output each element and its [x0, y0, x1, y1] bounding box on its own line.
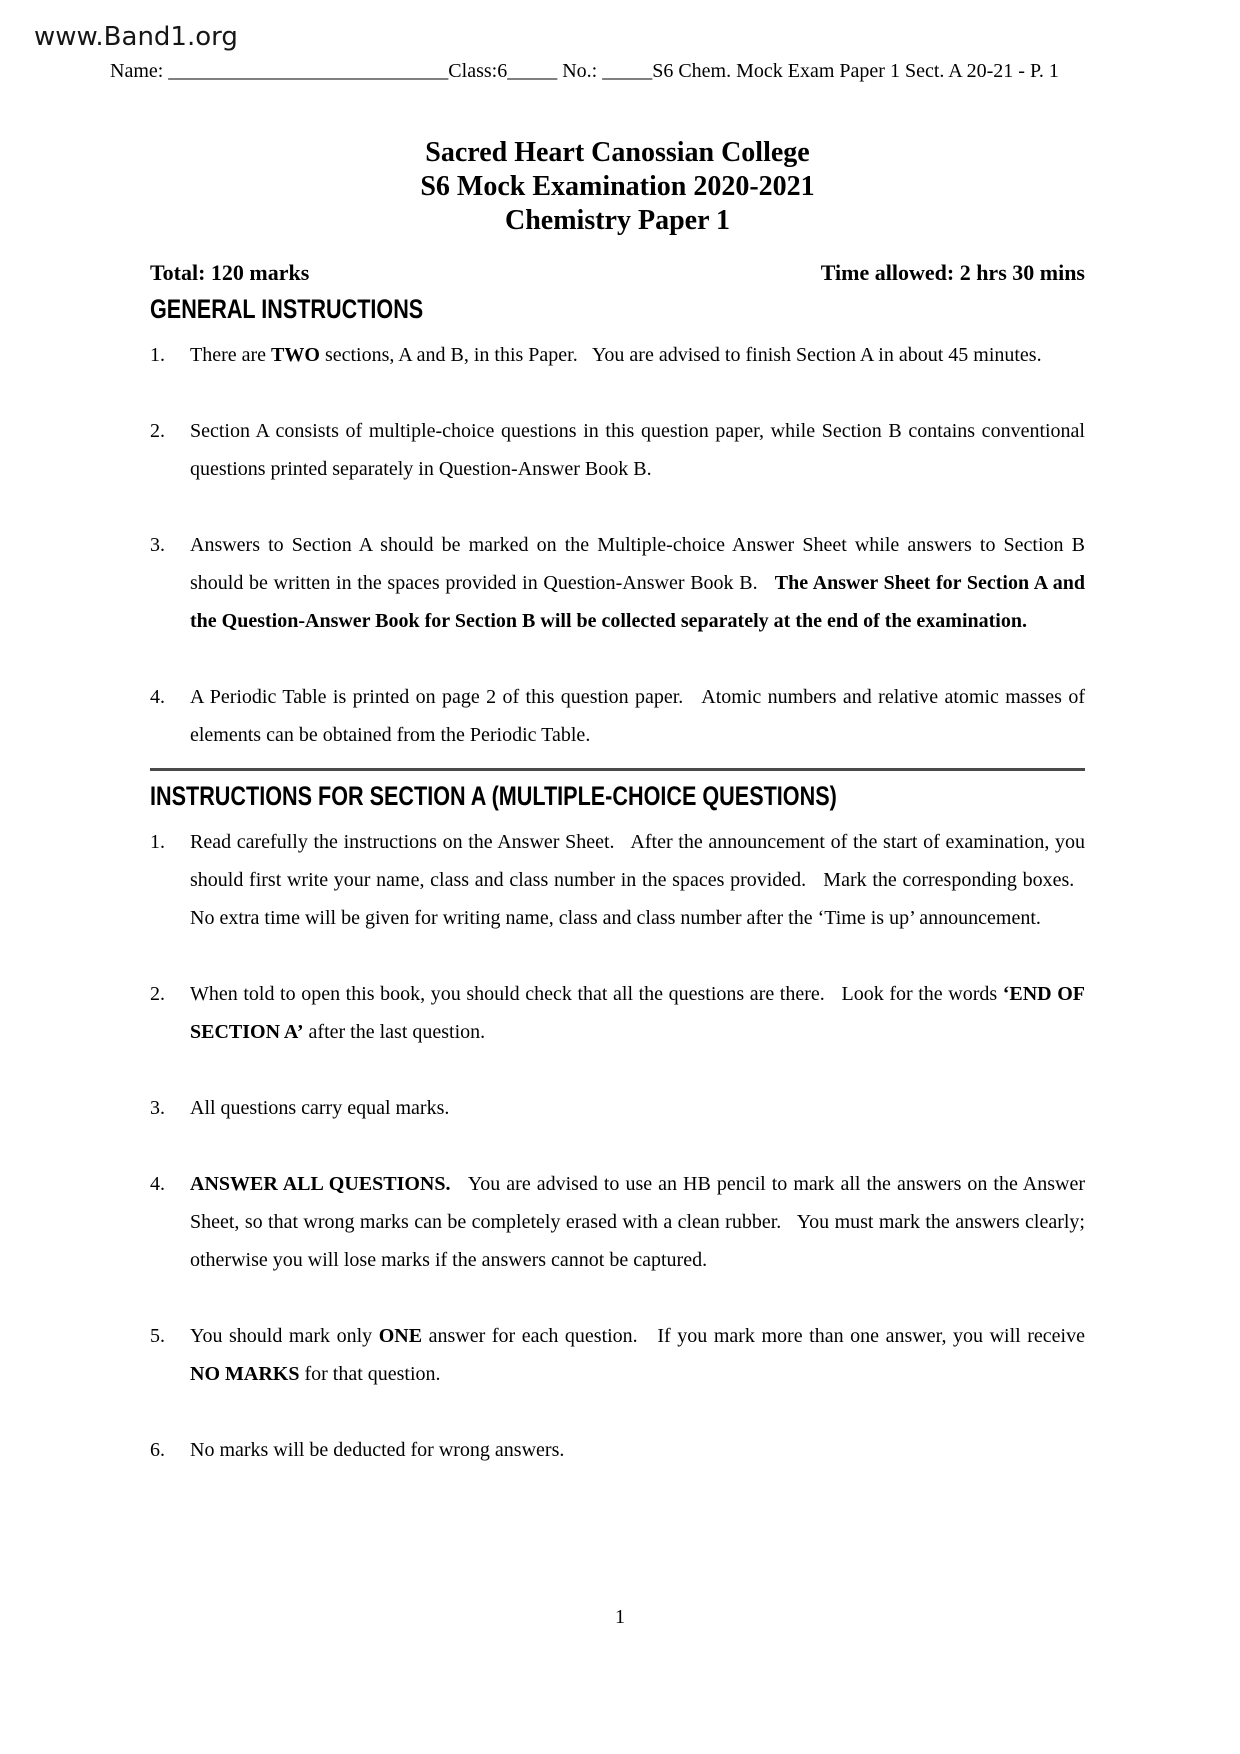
site-watermark: www.Band1.org: [34, 22, 238, 52]
general-instructions-list: [150, 336, 1085, 754]
item-text: A Periodic Table is printed on page 2 of this question paper. Atomic numbers and relative atomic masses of elements can be obtained from the Periodic Table.: [190, 686, 1085, 746]
item-number: 4.: [150, 686, 165, 708]
instruction-item: [150, 1089, 1085, 1127]
item-text: You should mark only ONE answer for each question. If you mark more than one answer, you will receive NO MARKS for that question.: [190, 1325, 1085, 1385]
section-divider: [150, 768, 1085, 771]
general-instructions-heading: GENERAL INSTRUCTIONS: [150, 294, 424, 324]
item-number: 6.: [150, 1439, 165, 1461]
instruction-item: [150, 823, 1085, 937]
exam-meta-row: [150, 260, 1085, 286]
item-number: 5.: [150, 1325, 165, 1347]
item-text: Section A consists of multiple-choice questions in this question paper, while Section B contains conventional questions printed separately in Question-Answer Book B.: [190, 420, 1085, 480]
time-allowed: Time allowed: 2 hrs 30 mins: [820, 260, 1085, 285]
item-number: 2.: [150, 983, 165, 1005]
instruction-item: [150, 412, 1085, 488]
item-number: 3.: [150, 534, 165, 556]
item-text: Read carefully the instructions on the Answer Sheet. After the announcement of the start of examination, you should first write your name, class and class number in the spaces provided. Mark the corresponding boxes. No extra time will be given for writing name, class and class number after the ‘Time is up’ announcement.: [190, 831, 1085, 929]
title-block: [150, 136, 1085, 238]
instruction-item: [150, 1317, 1085, 1393]
section-a-instructions-list: [150, 823, 1085, 1469]
page-number: 1: [615, 1606, 625, 1628]
item-text: When told to open this book, you should check that all the questions are there. Look for the words ‘END OF SECTION A’ after the last question.: [190, 983, 1085, 1043]
instruction-item: [150, 1165, 1085, 1279]
item-number: 4.: [150, 1173, 165, 1195]
instruction-item: [150, 1431, 1085, 1469]
item-text: All questions carry equal marks.: [190, 1097, 450, 1119]
item-text: There are TWO sections, A and B, in this Paper. You are advised to finish Section A in about 45 minutes.: [190, 344, 1042, 366]
item-number: 3.: [150, 1097, 165, 1119]
item-number: 1.: [150, 831, 165, 853]
name-class-header: Name: ____________________________Class:6_____ No.: _____S6 Chem. Mock Exam Paper 1 Sect. A 20-21 - P. 1: [110, 60, 1059, 82]
instruction-item: [150, 678, 1085, 754]
instruction-item: [150, 975, 1085, 1051]
item-text: No marks will be deducted for wrong answers.: [190, 1439, 565, 1461]
item-text: Answers to Section A should be marked on the Multiple-choice Answer Sheet while answers to Section B should be written in the spaces provided in Question-Answer Book B. The Answer Sheet for Section A and the Question-Answer Book for Section B will be collected separately at the end of the examination.: [190, 534, 1085, 632]
document-body: [150, 136, 1085, 1469]
item-text: ANSWER ALL QUESTIONS. You are advised to use an HB pencil to mark all the answers on the Answer Sheet, so that wrong marks can be completely erased with a clean rubber. You must mark the answers clearly; otherwise you will lose marks if the answers cannot be captured.: [190, 1173, 1085, 1271]
instruction-item: [150, 526, 1085, 640]
item-number: 1.: [150, 344, 165, 366]
school-name: Sacred Heart Canossian College: [425, 137, 810, 168]
exam-title: S6 Mock Examination 2020-2021: [420, 171, 815, 202]
instruction-item: [150, 336, 1085, 374]
section-a-heading: INSTRUCTIONS FOR SECTION A (MULTIPLE-CHOICE QUESTIONS): [150, 781, 837, 811]
total-marks: Total: 120 marks: [150, 260, 310, 285]
item-number: 2.: [150, 420, 165, 442]
paper-title: Chemistry Paper 1: [505, 205, 730, 236]
